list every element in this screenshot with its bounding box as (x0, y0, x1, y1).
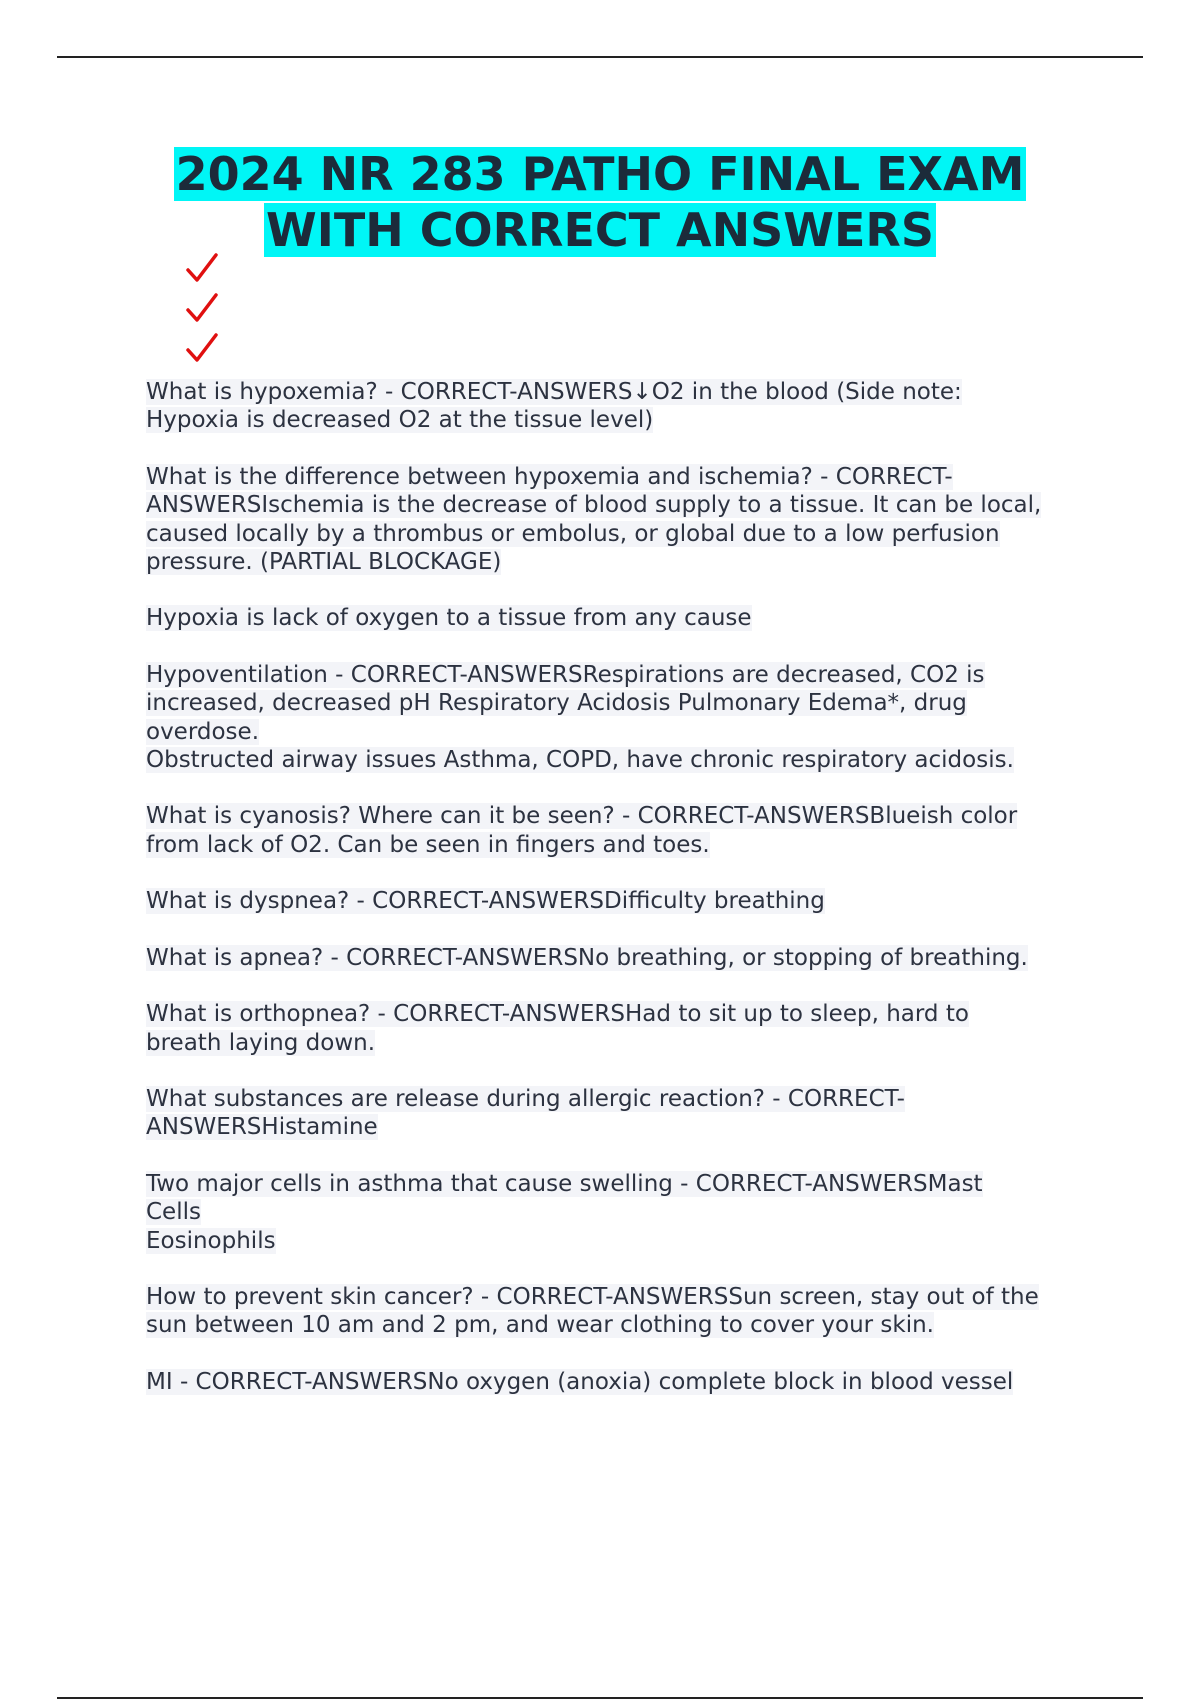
checkmark-group (184, 250, 224, 370)
qa-entry: What substances are release during allergic reaction? - CORRECT- ANSWERSHistamine (146, 1085, 905, 1141)
qa-entry: What is orthopnea? - CORRECT-ANSWERSHad to sit up to sleep, hard to breath laying down. (146, 1001, 969, 1056)
qa-entry: Two major cells in asthma that cause swelling - CORRECT-ANSWERSMast Cells Eosinophils (146, 1170, 983, 1254)
qa-entry: How to prevent skin cancer? - CORRECT-ANSWERSSun screen, stay out of the sun between 10 am and 2 pm, and wear clothing to cover your skin. (146, 1283, 1039, 1339)
checkmark-icon (184, 290, 224, 330)
qa-entry: What is dyspnea? - CORRECT-ANSWERSDifficulty breathing (146, 888, 825, 915)
qa-entry: Hypoventilation - CORRECT-ANSWERSRespirations are decreased, CO2 is increased, decreased pH Respiratory Acidosis Pulmonary Edema*, drug overdose. Obstructed airway issues Asthma, COPD, have chronic respiratory acidosis. (146, 661, 1014, 774)
checkmark-icon (184, 250, 224, 290)
checkmark-icon (184, 330, 224, 370)
qa-list (146, 378, 1106, 1424)
qa-entry: What is apnea? - CORRECT-ANSWERSNo breathing, or stopping of breathing. (146, 944, 1028, 971)
qa-entry: What is hypoxemia? - CORRECT-ANSWERS↓O2 in the blood (Side note: Hypoxia is decreased O2 at the tissue level) (146, 379, 962, 434)
qa-entry: What is the difference between hypoxemia and ischemia? - CORRECT- ANSWERSIschemia is the decrease of blood supply to a tissue. It can be local, caused locally by a thrombus or embolus, or global due to a low perfusion pressure. (PARTIAL BLOCKAGE) (146, 463, 1042, 576)
qa-entry: Hypoxia is lack of oxygen to a tissue from any cause (146, 605, 752, 632)
bottom-rule (57, 1697, 1143, 1699)
title-line-1: 2024 NR 283 PATHO FINAL EXAM (175, 147, 1025, 201)
qa-entry: MI - CORRECT-ANSWERSNo oxygen (anoxia) complete block in blood vessel (146, 1368, 1014, 1395)
top-rule (57, 56, 1143, 58)
document-title (100, 146, 1100, 258)
title-line-2: WITH CORRECT ANSWERS (266, 203, 934, 257)
qa-entry: What is cyanosis? Where can it be seen? - CORRECT-ANSWERSBlueish color from lack of O2. Can be seen in fingers and toes. (146, 803, 1018, 858)
